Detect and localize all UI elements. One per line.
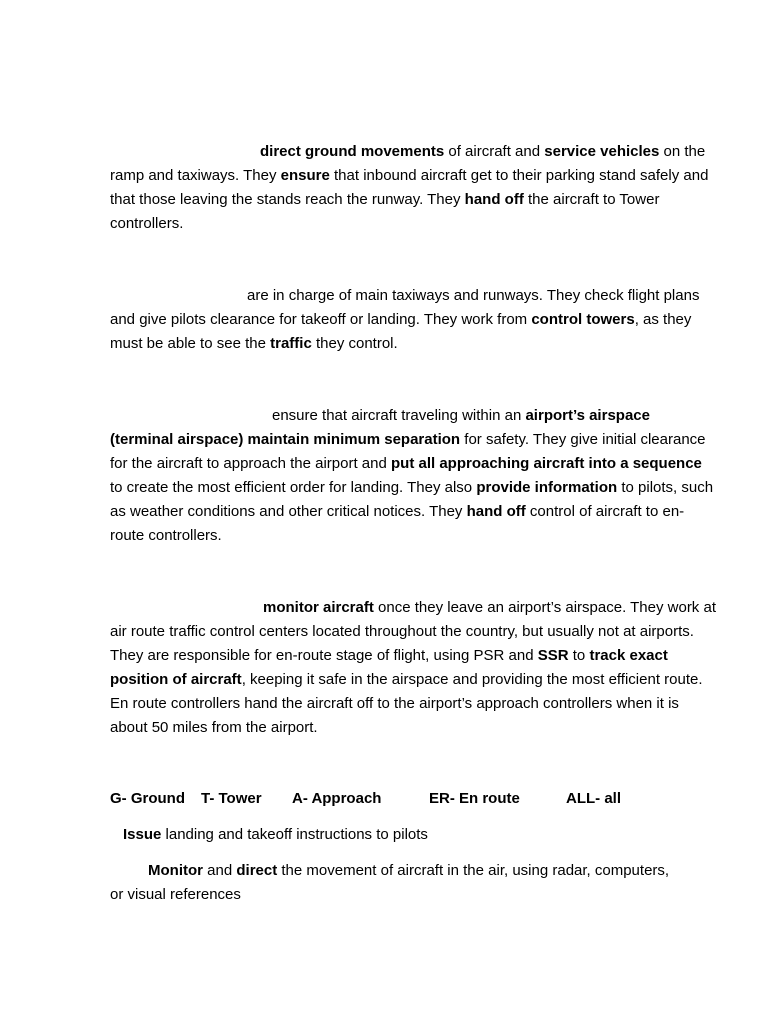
emphasized-text: direct (236, 862, 278, 879)
emphasized-text: service vehicles (544, 143, 660, 160)
emphasized-text: traffic (270, 335, 312, 352)
body-text: to create the most efficient order for landing. They also (110, 479, 477, 496)
legend-approach: A- Approach (292, 790, 382, 807)
body-text: , as they must be able to see the (110, 311, 692, 352)
body-text: once they leave an airport’s airspace. They work at air route traffic control centers located throughout the country, but usually not at airports. They are responsible for en-route stage of flight, using PSR and (110, 599, 716, 664)
body-text: on the ramp and taxiways. They (110, 143, 706, 184)
paragraph-tower-controllers (110, 284, 716, 356)
body-text: the movement of aircraft in the air, using radar, computers, or visual references (110, 862, 670, 903)
body-text: to pilots, such as weather conditions and other critical notices. They (110, 479, 714, 520)
statement-monitor-direct (110, 859, 670, 907)
legend-enroute: ER- En route (429, 790, 520, 807)
body-text: ensure that aircraft traveling within an (272, 407, 526, 424)
body-text: are in charge of main taxiways and runways. They check flight plans and give pilots clearance for takeoff or landing. They work from (110, 287, 700, 328)
legend-tower: T- Tower (201, 790, 262, 807)
body-text: they control. (311, 335, 398, 352)
controller-legend (110, 787, 730, 811)
body-text: that inbound aircraft get to their parking stand safely and that those leaving the stands reach the runway. They (110, 167, 709, 208)
emphasized-text: direct ground movements (260, 143, 445, 160)
body-text: the aircraft to Tower controllers. (110, 191, 660, 232)
body-text: control of aircraft to en-route controllers. (110, 503, 685, 544)
paragraph-ground-controllers (110, 140, 716, 236)
emphasized-text: monitor aircraft (263, 599, 374, 616)
statement-issue-instructions (123, 823, 428, 847)
emphasized-text: control towers (531, 311, 635, 328)
legend-all: ALL- all (566, 790, 621, 807)
emphasized-text: put all approaching aircraft into a sequence (391, 455, 702, 472)
emphasized-text: airport’s airspace (terminal airspace) maintain minimum separation (110, 407, 650, 448)
emphasized-text: provide information (476, 479, 618, 496)
body-text: landing and takeoff instructions to pilots (161, 826, 428, 843)
paragraph-enroute-controllers (110, 596, 716, 740)
emphasized-text: track exact position of aircraft (110, 647, 668, 688)
emphasized-text: hand off (466, 503, 526, 520)
body-text: for safety. They give initial clearance for the aircraft to approach the airport and (110, 431, 706, 472)
body-text: to (568, 647, 590, 664)
legend-ground: G- Ground (110, 790, 185, 807)
body-text: and (202, 862, 237, 879)
body-text: , keeping it safe in the airspace and providing the most efficient route. En route controllers hand the aircraft off to the airport’s approach controllers when it is about 50 miles from the airport. (110, 671, 703, 736)
body-text: of aircraft and (444, 143, 545, 160)
emphasized-text: hand off (464, 191, 524, 208)
emphasized-text: Monitor (148, 862, 203, 879)
paragraph-approach-controllers (110, 404, 716, 548)
emphasized-text: Issue (123, 826, 162, 843)
emphasized-text: ensure (280, 167, 330, 184)
emphasized-text: SSR (537, 647, 569, 664)
